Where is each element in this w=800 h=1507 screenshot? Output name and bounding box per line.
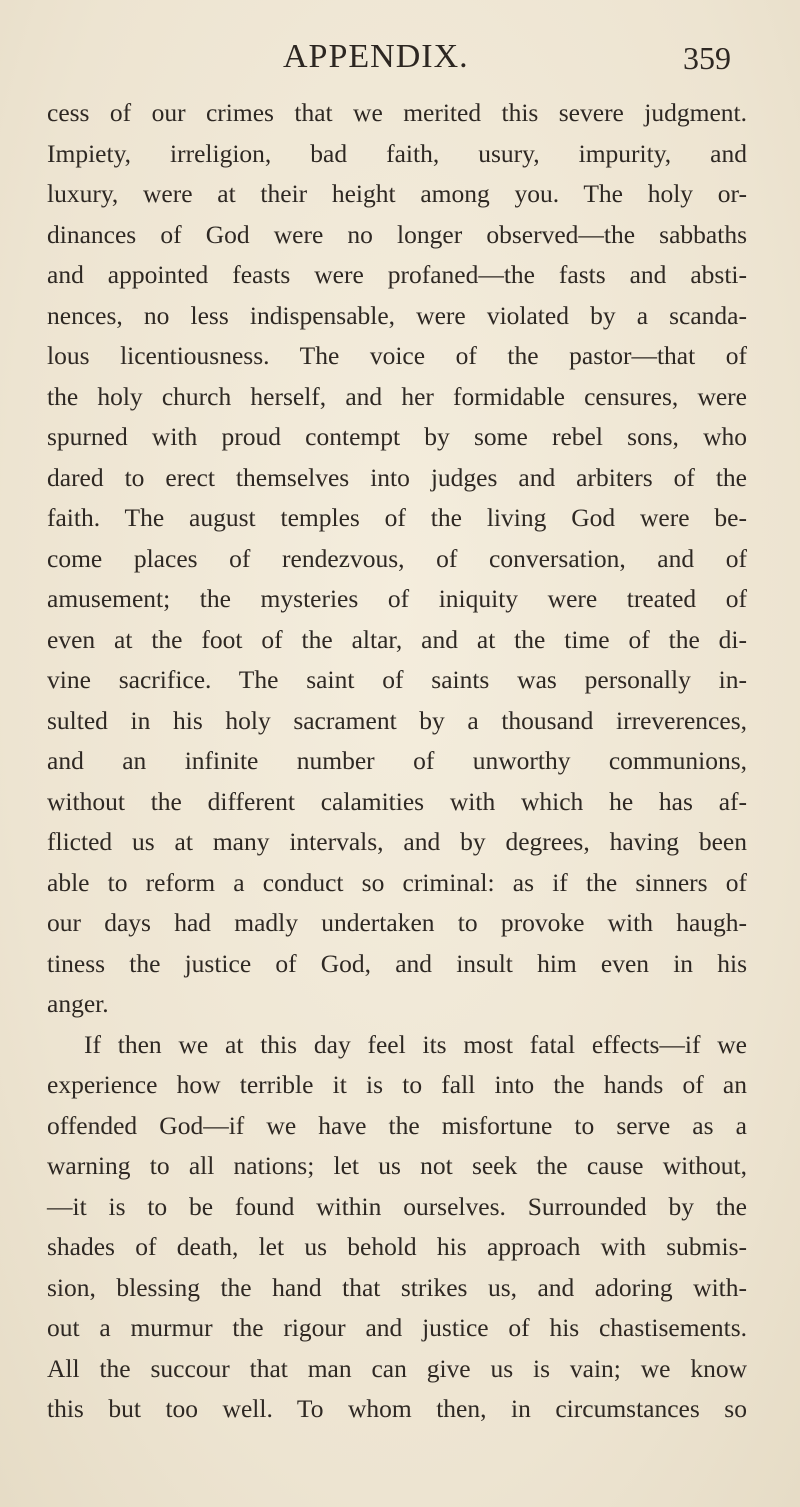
- text-line: the holy church herself, and her formidable censures, were: [47, 381, 747, 411]
- text-line: vine sacrifice. The saint of saints was personally in-: [47, 665, 747, 694]
- text-line: Impiety, irreligion, bad faith, usury, impurity, and: [47, 138, 747, 168]
- text-line: dared to erect themselves into judges and arbiters of the: [47, 462, 747, 492]
- page-header: [0, 38, 800, 88]
- text-line: shades of death, let us behold his approach with submis-: [47, 1232, 747, 1261]
- page-number: 359: [683, 40, 731, 76]
- text-line: dinances of God were no longer observed—the sabbaths: [47, 219, 747, 249]
- body-text: [47, 93, 747, 1430]
- running-head: APPENDIX.: [283, 38, 469, 75]
- text-line: warning to all nations; let us not seek the cause without,: [47, 1151, 747, 1180]
- text-line: spurned with proud contempt by some rebel sons, who: [47, 422, 747, 451]
- text-line: even at the foot of the altar, and at the time of the di-: [47, 624, 747, 654]
- text-line: flicted us at many intervals, and by degrees, having been: [47, 827, 747, 856]
- text-line: and appointed feasts were profaned—the fasts and absti-: [47, 260, 747, 289]
- text-line: tiness the justice of God, and insult him even in his: [47, 948, 747, 978]
- text-line: luxury, were at their height among you. The holy or-: [47, 179, 747, 208]
- text-line: nences, no less indispensable, were violated by a scanda-: [47, 300, 747, 330]
- text-line: and an infinite number of unworthy communions,: [47, 746, 747, 775]
- text-line: experience how terrible it is to fall into the hands of an: [47, 1070, 747, 1099]
- text-line: sion, blessing the hand that strikes us, and adoring with-: [47, 1272, 747, 1302]
- text-line: without the different calamities with which he has af-: [47, 786, 747, 816]
- text-line: out a murmur the rigour and justice of his chastisements.: [47, 1313, 747, 1342]
- text-line: —it is to be found within ourselves. Surrounded by the: [47, 1191, 747, 1221]
- text-line: cess of our crimes that we merited this severe judgment.: [47, 98, 747, 127]
- text-line: offended God—if we have the misfortune to serve as a: [47, 1110, 747, 1140]
- paragraph-end-line: anger.: [47, 989, 109, 1018]
- text-line: amusement; the mysteries of iniquity were treated of: [47, 584, 747, 613]
- text-line: this but too well. To whom then, in circumstances so: [47, 1394, 747, 1423]
- text-line: faith. The august temples of the living God were be-: [47, 503, 747, 532]
- text-line: sulted in his holy sacrament by a thousand irreverences,: [47, 705, 747, 735]
- text-line: our days had madly undertaken to provoke with haugh-: [47, 908, 747, 937]
- paragraph-start-line: If then we at this day feel its most fatal effects—if we: [84, 1029, 747, 1059]
- text-line: lous licentiousness. The voice of the pastor—that of: [47, 341, 747, 370]
- text-line: come places of rendezvous, of conversation, and of: [47, 543, 747, 573]
- text-line: able to reform a conduct so criminal: as if the sinners of: [47, 867, 747, 897]
- text-line: All the succour that man can give us is vain; we know: [47, 1353, 747, 1383]
